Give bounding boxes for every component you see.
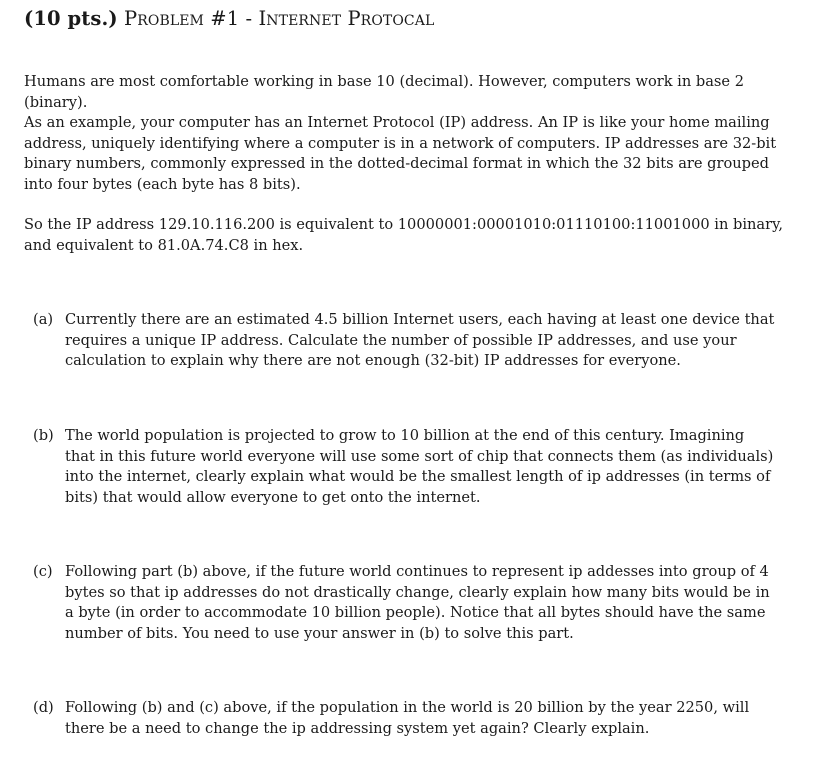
intro-paragraph-decimal-binary: Humans are most comfortable working in base 10 (decimal). However, computers work in base 2 (binary). (24, 73, 744, 111)
question-label: (c) (33, 563, 53, 580)
question-part-b (33, 426, 778, 508)
question-part-c (33, 562, 778, 644)
question-text: The world population is projected to grow to 10 billion at the end of this century. Imagining that in this future world everyone will use some sort of chip that connects them (as individuals) into the internet, clearly explain what would be the smallest length of ip addresses (in terms of bits) that would allow everyone to get onto the internet. (65, 427, 774, 506)
intro-paragraph-ip-example: So the IP address 129.10.116.200 is equivalent to 10000001:00001010:01110100:11001000 in binary, and equivalent to 81.0A.74.C8 in hex. (24, 216, 784, 254)
intro-paragraph-ip-address: As an example, your computer has an Internet Protocol (IP) address. An IP is like your home mailing address, uniquely identifying where a computer is in a network of computers. IP addresses are 32-bit binary numbers, commonly expressed in the dotted-decimal format in which the 32 bits are grouped into four bytes (each byte has 8 bits). (24, 114, 777, 193)
question-text: Following part (b) above, if the future world continues to represent ip addesses into group of 4 bytes so that ip addresses do not drastically change, clearly explain how many bits would be in a byte (in order to accommodate 10 billion people). Notice that all bytes should have the same number of bits. You need to use your answer in (b) to solve this part. (65, 563, 770, 642)
question-label: (d) (33, 699, 54, 716)
problem-heading (24, 7, 434, 30)
question-text: Following (b) and (c) above, if the population in the world is 20 billion by the year 2250, will there be a need to change the ip addressing system yet again? Clearly explain. (65, 699, 750, 737)
question-label: (a) (33, 311, 54, 328)
question-text: Currently there are an estimated 4.5 billion Internet users, each having at least one device that requires a unique IP address. Calculate the number of possible IP addresses, and use your calculation to explain why there are not enough (32-bit) IP addresses for everyone. (65, 311, 775, 369)
problem-points: (10 pts.) (24, 7, 118, 30)
question-part-a (33, 310, 778, 372)
question-label: (b) (33, 427, 54, 444)
question-part-d (33, 698, 778, 739)
problem-title: Problem #1 - Internet Protocal (124, 7, 435, 30)
